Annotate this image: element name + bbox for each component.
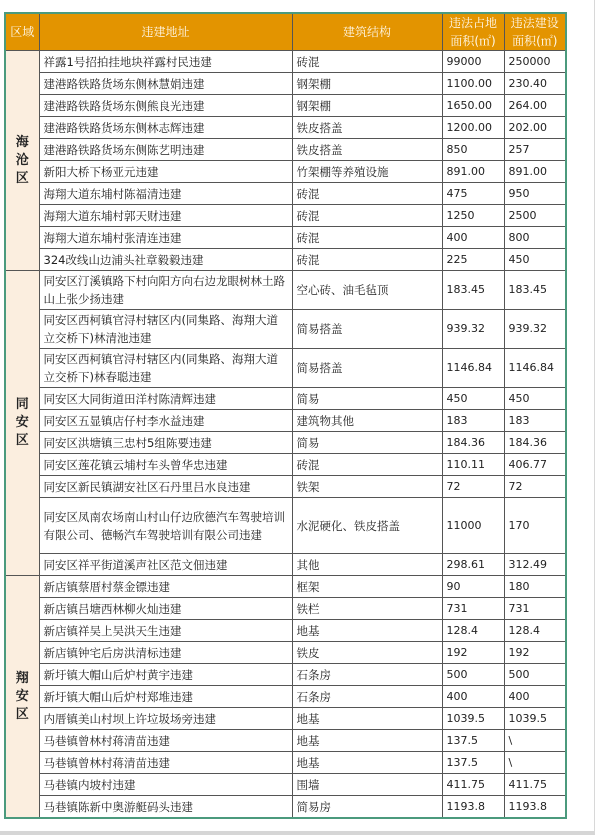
table-row (5, 642, 566, 664)
land-area-cell: 137.5 (442, 730, 504, 752)
structure-cell: 空心砖、油毛毡顶 (292, 271, 442, 310)
table-body (5, 51, 566, 819)
build-area-cell: 1146.84 (504, 349, 566, 388)
build-area-cell: 939.32 (504, 310, 566, 349)
table-row (5, 117, 566, 139)
region-label: 同安区 (15, 397, 29, 448)
build-area-cell: 450 (504, 249, 566, 271)
table-row (5, 388, 566, 410)
structure-cell: 铁皮搭盖 (292, 139, 442, 161)
table-row (5, 664, 566, 686)
land-area-cell: 192 (442, 642, 504, 664)
structure-cell: 简易搭盖 (292, 349, 442, 388)
address-cell: 同安区五显镇店仔村李水益违建 (39, 410, 292, 432)
structure-cell: 地基 (292, 752, 442, 774)
build-area-cell: 72 (504, 476, 566, 498)
region-cell (5, 271, 39, 576)
land-area-cell: 1200.00 (442, 117, 504, 139)
build-area-cell: 1039.5 (504, 708, 566, 730)
land-area-cell: 1650.00 (442, 95, 504, 117)
address-cell: 同安区洪塘镇三忠村5组陈要违建 (39, 432, 292, 454)
structure-cell: 石条房 (292, 686, 442, 708)
address-cell: 海翔大道东埔村张清连违建 (39, 227, 292, 249)
address-cell: 同安区西柯镇官浔村辖区内(同集路、海翔大道立交桥下)林清池违建 (39, 310, 292, 349)
table-row (5, 598, 566, 620)
build-area-cell: 891.00 (504, 161, 566, 183)
land-area-cell: 500 (442, 664, 504, 686)
table-row (5, 349, 566, 388)
land-area-cell: 1193.8 (442, 796, 504, 819)
table-row (5, 796, 566, 819)
structure-cell: 建筑物其他 (292, 410, 442, 432)
structure-cell: 简易房 (292, 796, 442, 819)
build-area-cell: 2500 (504, 205, 566, 227)
address-cell: 海翔大道东埔村陈福清违建 (39, 183, 292, 205)
address-cell: 新店镇蔡厝村蔡金镖违建 (39, 576, 292, 598)
table-row (5, 752, 566, 774)
structure-cell: 砖混 (292, 454, 442, 476)
structure-cell: 钢架棚 (292, 95, 442, 117)
address-cell: 同安区新民镇湖安社区石丹里吕水良违建 (39, 476, 292, 498)
land-area-cell: 1100.00 (442, 73, 504, 95)
structure-cell: 框架 (292, 576, 442, 598)
build-area-cell: 180 (504, 576, 566, 598)
header-build-area: 违法建设面积(㎡) (504, 13, 566, 51)
table-row (5, 227, 566, 249)
region-label: 翔安区 (15, 670, 29, 722)
table-row (5, 432, 566, 454)
build-area-cell: 183 (504, 410, 566, 432)
address-cell: 祥露1号招拍挂地块祥露村民违建 (39, 51, 292, 73)
address-cell: 新店镇钟宅后房洪清标违建 (39, 642, 292, 664)
structure-cell: 地基 (292, 708, 442, 730)
build-area-cell: 450 (504, 388, 566, 410)
land-area-cell: 90 (442, 576, 504, 598)
build-area-cell: 406.77 (504, 454, 566, 476)
build-area-cell: 400 (504, 686, 566, 708)
land-area-cell: 400 (442, 227, 504, 249)
address-cell: 新店镇祥吴上吴洪天生违建 (39, 620, 292, 642)
build-area-cell: 250000 (504, 51, 566, 73)
header-structure: 建筑结构 (292, 13, 442, 51)
land-area-cell: 225 (442, 249, 504, 271)
build-area-cell: 411.75 (504, 774, 566, 796)
table-row (5, 95, 566, 117)
structure-cell: 铁栏 (292, 598, 442, 620)
build-area-cell: 202.00 (504, 117, 566, 139)
address-cell: 同安区祥平街道溪声社区范文佃违建 (39, 554, 292, 576)
structure-cell: 其他 (292, 554, 442, 576)
structure-cell: 简易搭盖 (292, 310, 442, 349)
address-cell: 新阳大桥下杨亚元违建 (39, 161, 292, 183)
land-area-cell: 99000 (442, 51, 504, 73)
land-area-cell: 183 (442, 410, 504, 432)
structure-cell: 竹架棚等养殖设施 (292, 161, 442, 183)
table-row (5, 249, 566, 271)
structure-cell: 简易 (292, 432, 442, 454)
land-area-cell: 184.36 (442, 432, 504, 454)
land-area-cell: 450 (442, 388, 504, 410)
table-row (5, 708, 566, 730)
structure-cell: 砖混 (292, 51, 442, 73)
region-cell (5, 576, 39, 819)
address-cell: 新圩镇大帽山后炉村郑堆违建 (39, 686, 292, 708)
address-cell: 新圩镇大帽山后炉村黄宇违建 (39, 664, 292, 686)
address-cell: 324改线山边浦头社章毅毅违建 (39, 249, 292, 271)
structure-cell: 砖混 (292, 249, 442, 271)
land-area-cell: 400 (442, 686, 504, 708)
structure-cell: 铁皮搭盖 (292, 117, 442, 139)
table-row (5, 730, 566, 752)
structure-cell: 砖混 (292, 205, 442, 227)
table-row (5, 576, 566, 598)
structure-cell: 铁皮 (292, 642, 442, 664)
address-cell: 新店镇吕塘西林柳火灿违建 (39, 598, 292, 620)
address-cell: 同安区西柯镇官浔村辖区内(同集路、海翔大道立交桥下)林春聪违建 (39, 349, 292, 388)
structure-cell: 石条房 (292, 664, 442, 686)
address-cell: 同安区凤南农场南山村山仔边欣德汽车驾驶培训有限公司、德畅汽车驾驶培训有限公司违建 (39, 498, 292, 554)
table-row (5, 454, 566, 476)
address-cell: 建港路铁路货场东侧林慧娟违建 (39, 73, 292, 95)
table-row (5, 73, 566, 95)
address-cell: 建港路铁路货场东侧熊良光违建 (39, 95, 292, 117)
land-area-cell: 72 (442, 476, 504, 498)
header-land-area: 违法占地面积(㎡) (442, 13, 504, 51)
land-area-cell: 110.11 (442, 454, 504, 476)
build-area-cell: 800 (504, 227, 566, 249)
address-cell: 海翔大道东埔村郭天财违建 (39, 205, 292, 227)
land-area-cell: 939.32 (442, 310, 504, 349)
build-area-cell: 1193.8 (504, 796, 566, 819)
land-area-cell: 850 (442, 139, 504, 161)
region-label: 海沧区 (15, 134, 29, 186)
build-area-cell: 230.40 (504, 73, 566, 95)
table-row (5, 271, 566, 310)
land-area-cell: 891.00 (442, 161, 504, 183)
structure-cell: 水泥硬化、铁皮搭盖 (292, 498, 442, 554)
build-area-cell: 183.45 (504, 271, 566, 310)
table-row (5, 310, 566, 349)
table-row (5, 620, 566, 642)
land-area-cell: 1146.84 (442, 349, 504, 388)
table-row (5, 205, 566, 227)
land-area-cell: 137.5 (442, 752, 504, 774)
table-row (5, 410, 566, 432)
land-area-cell: 731 (442, 598, 504, 620)
table-row (5, 139, 566, 161)
land-area-cell: 128.4 (442, 620, 504, 642)
address-cell: 建港路铁路货场东侧陈艺明违建 (39, 139, 292, 161)
structure-cell: 砖混 (292, 183, 442, 205)
structure-cell: 简易 (292, 388, 442, 410)
build-area-cell: 184.36 (504, 432, 566, 454)
table-row (5, 161, 566, 183)
land-area-cell: 11000 (442, 498, 504, 554)
build-area-cell: 731 (504, 598, 566, 620)
address-cell: 马巷镇陈新中奥游艇码头违建 (39, 796, 292, 819)
structure-cell: 围墙 (292, 774, 442, 796)
build-area-cell: 500 (504, 664, 566, 686)
table-row (5, 554, 566, 576)
build-area-cell: 257 (504, 139, 566, 161)
land-area-cell: 183.45 (442, 271, 504, 310)
address-cell: 马巷镇曾林村蒋清苗违建 (39, 730, 292, 752)
build-area-cell: 170 (504, 498, 566, 554)
structure-cell: 砖混 (292, 227, 442, 249)
land-area-cell: 298.61 (442, 554, 504, 576)
build-area-cell: 192 (504, 642, 566, 664)
structure-cell: 地基 (292, 730, 442, 752)
table-header-row (5, 13, 566, 51)
build-area-cell: 950 (504, 183, 566, 205)
table-row (5, 774, 566, 796)
address-cell: 建港路铁路货场东侧林志辉违建 (39, 117, 292, 139)
land-area-cell: 1250 (442, 205, 504, 227)
build-area-cell: 264.00 (504, 95, 566, 117)
illegal-construction-table (4, 12, 567, 819)
build-area-cell: 312.49 (504, 554, 566, 576)
table-row (5, 183, 566, 205)
address-cell: 马巷镇内坡村违建 (39, 774, 292, 796)
land-area-cell: 1039.5 (442, 708, 504, 730)
build-area-cell: \ (504, 730, 566, 752)
address-cell: 内厝镇美山村坝上许垃圾场旁违建 (39, 708, 292, 730)
header-address: 违建地址 (39, 13, 292, 51)
address-cell: 马巷镇曾林村蒋清苗违建 (39, 752, 292, 774)
table-row (5, 686, 566, 708)
structure-cell: 地基 (292, 620, 442, 642)
land-area-cell: 475 (442, 183, 504, 205)
header-region: 区域 (5, 13, 39, 51)
region-cell (5, 51, 39, 271)
land-area-cell: 411.75 (442, 774, 504, 796)
table-row (5, 498, 566, 554)
structure-cell: 钢架棚 (292, 73, 442, 95)
address-cell: 同安区大同街道田洋村陈清辉违建 (39, 388, 292, 410)
address-cell: 同安区莲花镇云埔村车头曾华忠违建 (39, 454, 292, 476)
build-area-cell: 128.4 (504, 620, 566, 642)
table-row (5, 476, 566, 498)
structure-cell: 铁架 (292, 476, 442, 498)
table-row (5, 51, 566, 73)
build-area-cell: \ (504, 752, 566, 774)
address-cell: 同安区汀溪镇路下村向阳方向右边龙眼树林土路山上张少扬违建 (39, 271, 292, 310)
